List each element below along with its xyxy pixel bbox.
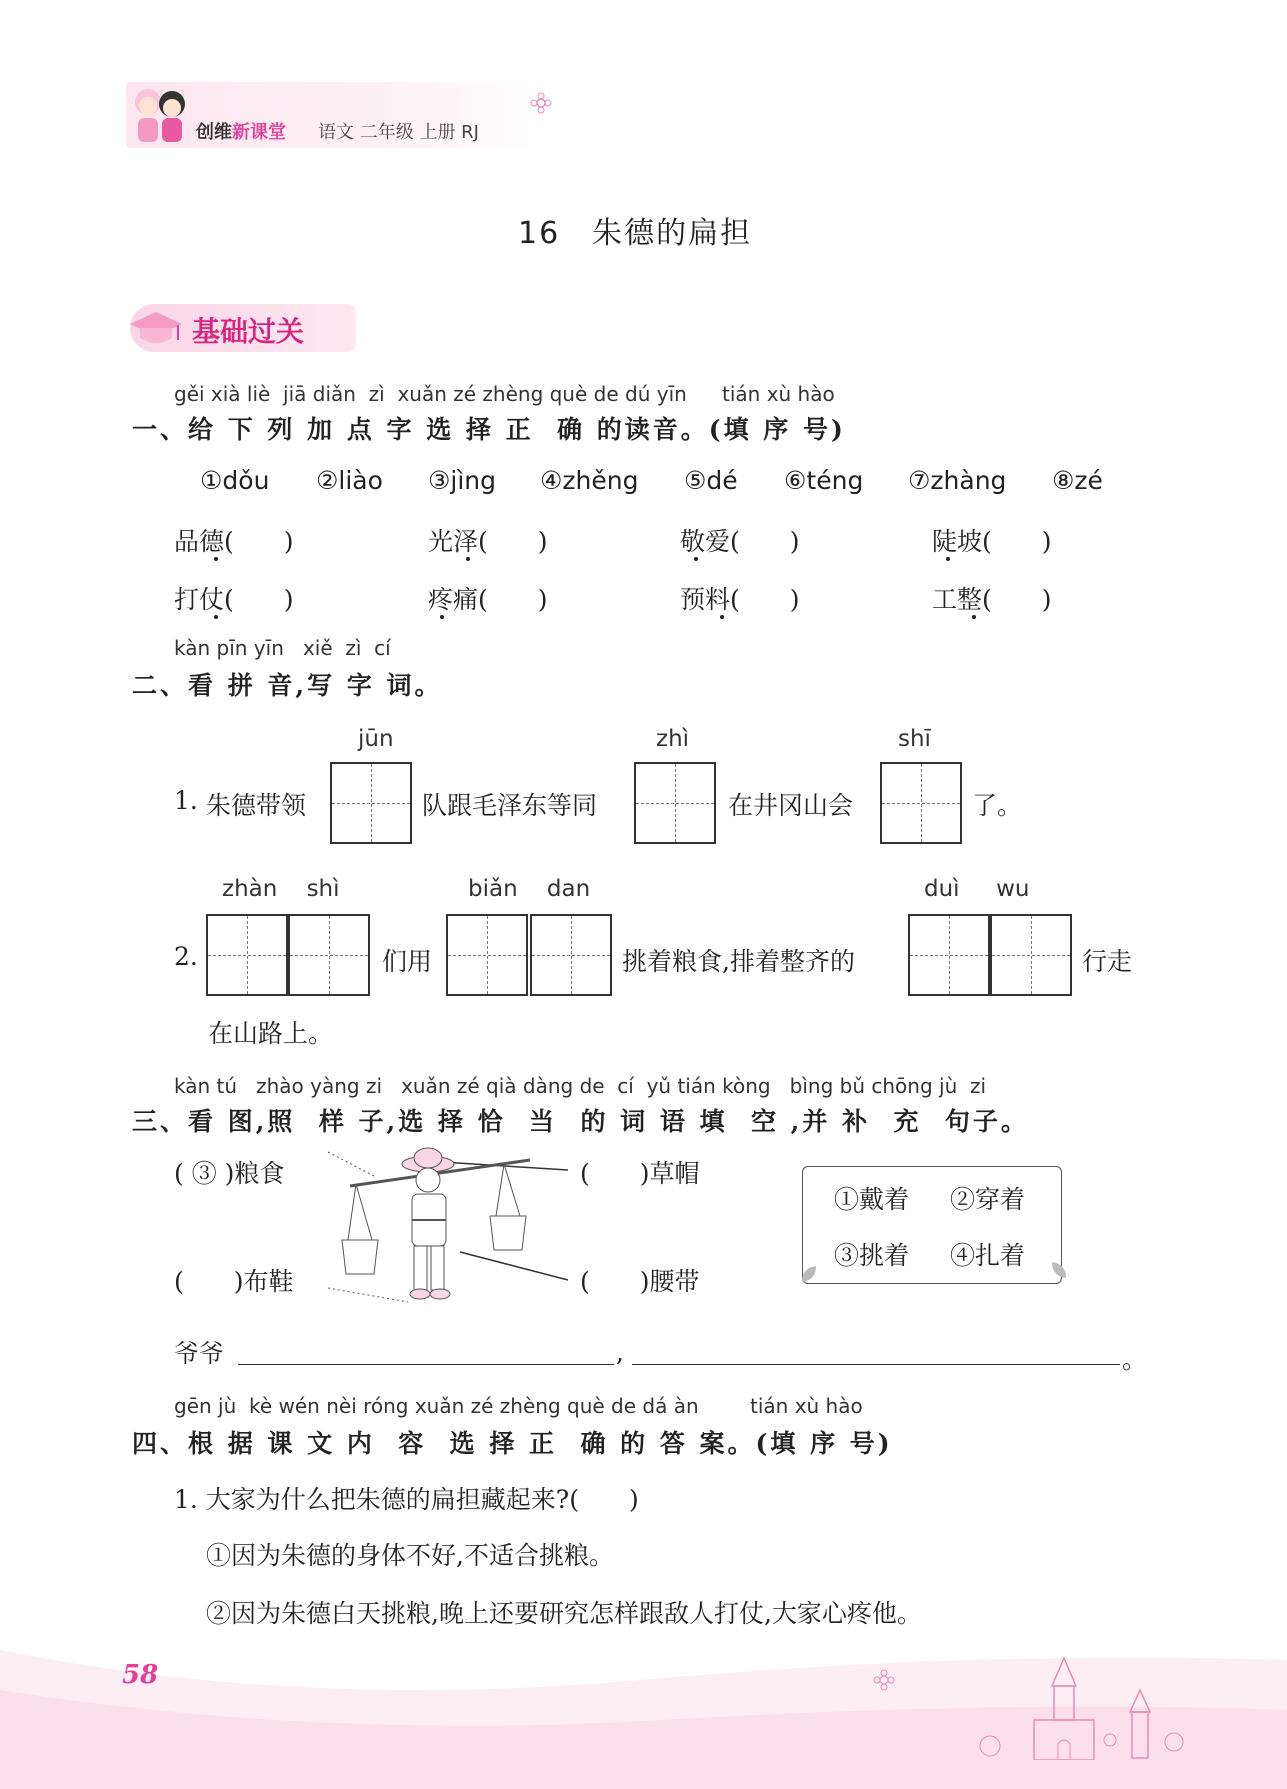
sentence-end: 。 bbox=[1122, 1345, 1148, 1374]
q1-item[interactable]: 光泽( ) bbox=[428, 527, 548, 556]
q2-s1-pinyin: shī bbox=[898, 726, 931, 752]
q1-option: ⑥téng bbox=[784, 466, 864, 495]
q1-option: ③jìng bbox=[428, 466, 497, 495]
q2-s1-text: 队跟毛泽东等同 bbox=[422, 791, 598, 820]
q3-left-item[interactable]: ( )布鞋 bbox=[174, 1267, 294, 1296]
q2-s2-text: 们用 bbox=[382, 947, 433, 976]
tianzige-box[interactable] bbox=[330, 762, 412, 844]
tianzige-box[interactable] bbox=[908, 914, 990, 996]
emphasis-dot bbox=[214, 557, 218, 561]
sentence-comma: , bbox=[616, 1338, 624, 1367]
q2-s2-text: 行走 bbox=[1082, 947, 1133, 976]
q1-item[interactable]: 疼痛( ) bbox=[428, 585, 548, 614]
q2-s1-text: 了。 bbox=[972, 791, 1023, 820]
section-banner-text: 基础过关 bbox=[192, 315, 305, 348]
q3-right-item[interactable]: ( )腰带 bbox=[580, 1267, 700, 1296]
q1-option: ⑤dé bbox=[684, 466, 738, 495]
book-subtitle: 语文 二年级 上册 RJ bbox=[318, 122, 479, 143]
q2-s2-num: 2. bbox=[174, 942, 198, 971]
castle-doodle-icon bbox=[960, 1650, 1190, 1760]
q4-pinyin-2: tián xù hào bbox=[750, 1394, 863, 1418]
tianzige-box[interactable] bbox=[206, 914, 288, 996]
q2-s1-text: 在井冈山会 bbox=[728, 791, 854, 820]
emphasis-dot bbox=[720, 615, 724, 619]
q1-item[interactable]: 预料( ) bbox=[680, 585, 800, 614]
sentence-start: 爷爷 bbox=[174, 1339, 225, 1368]
q2-title: 二、看 拼 音,写 字 词。 bbox=[132, 671, 443, 700]
answer-line[interactable] bbox=[632, 1364, 1120, 1365]
q2-s1-text: 朱德带领 bbox=[206, 791, 307, 820]
q3-right-item[interactable]: ( )草帽 bbox=[580, 1159, 700, 1188]
q4-title: 四、根 据 课 文 内 容 选 择 正 确 的 答 案。(填 序 号) bbox=[132, 1429, 893, 1458]
tianzige-box[interactable] bbox=[880, 762, 962, 844]
emphasis-dot bbox=[466, 557, 470, 561]
brand-name: 创维新课堂 bbox=[196, 122, 286, 143]
flower-icon bbox=[872, 1668, 896, 1692]
tianzige-box[interactable] bbox=[446, 914, 528, 996]
lesson-title: 16 朱德的扁担 bbox=[518, 216, 753, 251]
q2-s2-pinyin: biǎn dan bbox=[468, 876, 591, 902]
q4-pinyin: gēn jù kè wén nèi róng xuǎn zé zhèng què de dá àn bbox=[174, 1394, 699, 1418]
q4-question[interactable]: 1. 大家为什么把朱德的扁担藏起来?( ) bbox=[174, 1485, 639, 1514]
q1-option: ⑦zhàng bbox=[908, 466, 1007, 495]
q4-option: ②因为朱德白天挑粮,晚上还要研究怎样跟敌人打仗,大家心疼他。 bbox=[206, 1599, 922, 1628]
tianzige-box[interactable] bbox=[990, 914, 1072, 996]
q2-pinyin: kàn pīn yīn xiě zì cí bbox=[174, 636, 391, 660]
word-choice: ④扎着 bbox=[950, 1241, 1026, 1270]
word-choice: ①戴着 bbox=[834, 1185, 910, 1214]
q3-pinyin: kàn tú zhào yàng zi xuǎn zé qià dàng de cí yǔ tián kòng bìng bǔ chōng jù zi bbox=[174, 1074, 987, 1098]
q1-item[interactable]: 打仗( ) bbox=[174, 585, 294, 614]
word-choice: ②穿着 bbox=[950, 1185, 1026, 1214]
q2-s1-num: 1. bbox=[174, 786, 198, 815]
q1-option: ⑧zé bbox=[1052, 466, 1103, 495]
q1-item[interactable]: 敬爱( ) bbox=[680, 527, 800, 556]
q1-title: 一、给 下 列 加 点 字 选 择 正 确 的读音。(填 序 号) bbox=[132, 415, 846, 444]
q3-left-item[interactable]: ( ③ )粮食 bbox=[174, 1159, 285, 1188]
q1-item[interactable]: 品德( ) bbox=[174, 527, 294, 556]
q4-option: ①因为朱德的身体不好,不适合挑粮。 bbox=[206, 1541, 614, 1570]
emphasis-dot bbox=[694, 557, 698, 561]
flower-icon bbox=[530, 92, 552, 114]
q2-s1-pinyin: zhì bbox=[656, 726, 690, 752]
q2-s1-pinyin: jūn bbox=[358, 726, 394, 752]
q1-pinyin: gěi xià liè jiā diǎn zì xuǎn zé zhèng què de dú yīn bbox=[174, 382, 687, 406]
q1-option: ②liào bbox=[316, 466, 383, 495]
tianzige-box[interactable] bbox=[288, 914, 370, 996]
emphasis-dot bbox=[972, 615, 976, 619]
q2-s2-text: 在山路上。 bbox=[208, 1019, 334, 1048]
emphasis-dot bbox=[214, 615, 218, 619]
emphasis-dot bbox=[946, 557, 950, 561]
children-logo-icon bbox=[126, 80, 194, 150]
leaf-icon bbox=[1046, 1258, 1070, 1282]
q2-s2-pinyin: zhàn shì bbox=[222, 876, 340, 902]
q2-s2-text: 挑着粮食,排着整齐的 bbox=[622, 947, 855, 976]
tianzige-box[interactable] bbox=[634, 762, 716, 844]
zhu-de-carrying-pole-illustration bbox=[320, 1140, 580, 1312]
page-number: 58 bbox=[122, 1660, 159, 1690]
q2-s2-pinyin: duì wu bbox=[924, 876, 1030, 902]
emphasis-dot bbox=[440, 615, 444, 619]
q1-option: ④zhěng bbox=[540, 466, 639, 495]
q3-title: 三、看 图,照 样 子,选 择 恰 当 的 词 语 填 空 ,并 补 充 句子。 bbox=[132, 1107, 1029, 1136]
q1-pinyin-2: tián xù hào bbox=[722, 382, 835, 406]
tianzige-box[interactable] bbox=[530, 914, 612, 996]
q1-option: ①dǒu bbox=[200, 466, 270, 495]
graduation-cap-icon bbox=[128, 306, 184, 350]
q1-item[interactable]: 工整( ) bbox=[932, 585, 1052, 614]
answer-line[interactable] bbox=[238, 1364, 614, 1365]
leaf-icon bbox=[798, 1262, 822, 1286]
word-choice: ③挑着 bbox=[834, 1241, 910, 1270]
q1-item[interactable]: 陡坡( ) bbox=[932, 527, 1052, 556]
